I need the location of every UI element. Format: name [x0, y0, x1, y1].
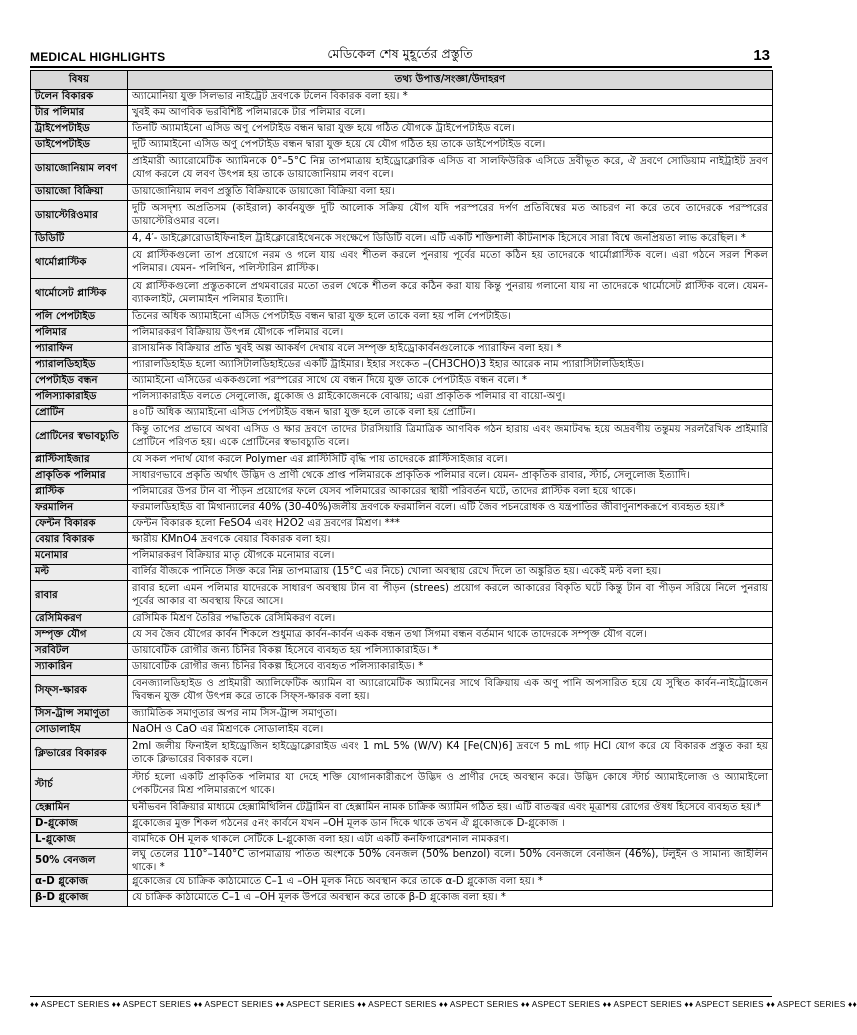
term-cell: β-D গ্লুকোজ	[31, 891, 128, 907]
definition-cell: পলিমারের উপর টান বা পীড়ন প্রয়োগের ফলে যেসব পলিমারের আকারের স্থায়ী পরিবর্তন ঘটে, তাদের প্লাস্টিক বলা হয়ে থাকে।	[128, 485, 773, 501]
term-cell: ফরমালিন	[31, 501, 128, 517]
table-row	[31, 248, 773, 279]
definition-cell: পলিস্যাকারাইড বলতে সেলুলোজ, গ্লুকোজ ও গ্লাইকোজেনকে বোঝায়; এরা প্রাকৃতিক পলিমার বা বায়ো-অণু।	[128, 390, 773, 406]
term-cell: রাবার	[31, 581, 128, 612]
table-row	[31, 628, 773, 644]
term-cell: প্লাস্টিসাইজার	[31, 453, 128, 469]
definition-cell: অ্যামাইনো এসিডের এককগুলো পরস্পরের সাথে যে বন্ধন দিয়ে যুক্ত তাকে পেপটাইড বন্ধন বলে। *	[128, 374, 773, 390]
table-row	[31, 469, 773, 485]
term-cell: ডায়াজোনিয়াম লবণ	[31, 154, 128, 185]
table-row	[31, 849, 773, 875]
definition-cell: যে প্লাস্টিকগুলো প্রস্তুতকালে প্রথমবারের মতো তরল থেকে শীতল করে কঠিন করা যায় কিন্তু পুনরায় গলানো যায় না তাদেরকে থার্মোসেট প্লাস্টিক বলে। যেমন- ব্যাকলাইট, মেলামাইন পলিমার ইত্যাদি।	[128, 279, 773, 310]
term-cell: মল্ট	[31, 565, 128, 581]
definition-cell: দুটি অ্যামাইনো এসিড অণু পেপটাইড বন্ধন দ্বারা যুক্ত হয়ে যে যৌগ গঠিত হয় তাকে ডাইপেপটাইড বলে।	[128, 138, 773, 154]
definition-cell: যে সব জৈব যৌগের কার্বন শিকলে শুধুমাত্র কার্বন-কার্বন একক বন্ধন তথা সিগমা বন্ধন বর্তমান থাকে তাদেরকে সম্পৃক্ত যৌগ বলে।	[128, 628, 773, 644]
table-row	[31, 817, 773, 833]
table-row	[31, 485, 773, 501]
term-cell: সিস-ট্রান্স সমাণুতা	[31, 707, 128, 723]
definition-cell: প্রাইমারী অ্যারোমেটিক অ্যামিনকে 0°–5°C নিম্ন তাপমাত্রায় হাইড্রোক্লোরিক এসিড বা সালফিউরিক এসিডে দ্রবীভূত করে, ঐ দ্রবণে সোডিয়াম নাইট্রাইট দ্রবণ যোগ করলে যে লবণ উৎপন্ন হয় তাকে ডায়াজোনিয়াম লবণ বলে।	[128, 154, 773, 185]
term-cell: প্যারালডিহাইড	[31, 358, 128, 374]
glossary-table	[30, 70, 773, 907]
term-cell: ক্লিভারের বিকারক	[31, 739, 128, 770]
table-row	[31, 660, 773, 676]
definition-cell: সাধারণভাবে প্রকৃতি অর্থাৎ উদ্ভিদ ও প্রাণী থেকে প্রাপ্ত পলিমারকে প্রাকৃতিক পলিমার বলে। যেমন- প্রাকৃতিক রাবার, স্টার্চ, সেলুলোজ ইত্যাদি।	[128, 469, 773, 485]
term-cell: থার্মোসেট প্লাস্টিক	[31, 279, 128, 310]
definition-cell: ফরমালডিহাইড বা মিথান্যালের 40% (30-40%)জলীয় দ্রবণকে ফরমালিন বলে। এটি জৈব পচনরোধক ও যন্ত্রপাতির জীবাণুনাশকরূপে ব্যবহৃত হয়।*	[128, 501, 773, 517]
definition-cell: প্যারালডিহাইড হলো অ্যাসিটালডিহাইডের একটি ট্রাইমার। ইহার সংকেত –(CH3CHO)3 ইহার আরেক নাম প্যারাসিটালডিহাইড।	[128, 358, 773, 374]
table-row	[31, 201, 773, 232]
term-cell: পলিমার	[31, 326, 128, 342]
table-row	[31, 90, 773, 106]
term-cell: প্লাস্টিক	[31, 485, 128, 501]
table-row	[31, 279, 773, 310]
table-row	[31, 310, 773, 326]
term-cell: পলিস্যাকারাইড	[31, 390, 128, 406]
term-cell: মনোমার	[31, 549, 128, 565]
definition-cell: বামদিকে OH মূলক থাকলে সেটিকে L-গ্লুকোজ বলা হয়। এটা একটি কনফিগারেশনাল নামকরণ।	[128, 833, 773, 849]
definition-cell: লঘু তেলের 110°–140°C তাপমাত্রায় পতিত অংশকে 50% বেনজল (50% benzol) বলে। 50% বেনজলে বেনজিন (46%), টলুইন ও সামান্য জাইলিন থাকে। *	[128, 849, 773, 875]
column-header-topic: বিষয়	[31, 71, 128, 90]
definition-cell: রাসায়নিক বিক্রিয়ার প্রতি খুবই অল্প আকর্ষণ দেখায় বলে সম্পৃক্ত হাইড্রোকার্বনগুলোকে প্যারাফিন বলা হয়। *	[128, 342, 773, 358]
definition-cell: 2ml জলীয় ফিনাইল হাইড্রোজিন হাইড্রোক্লোরাইড এবং 1 mL 5% (W/V) K4 [Fe(CN)6] দ্রবণে 5 mL গাঢ় HCl যোগ করে যে বিকারক প্রস্তুত করা হয় তাকে ক্লিভারের বিকারক বলে।	[128, 739, 773, 770]
term-cell: হেক্সামিন	[31, 801, 128, 817]
definition-cell: ৪০টি অধিক অ্যামাইনো এসিড পেপটাইড বন্ধন দ্বারা যুক্ত হলে তাকে বলা হয় প্রোটিন।	[128, 406, 773, 422]
table-row	[31, 739, 773, 770]
definition-cell: স্টার্চ হলো একটি প্রাকৃতিক পলিমার যা দেহে শক্তি যোগানকারীরূপে উদ্ভিদ ও প্রাণীর দেহে অবস্থান করে। উদ্ভিদ কোষে স্টার্চ অ্যামাইলোজ ও অ্যামাইলো পেকটিনের মিশ্র পলিমাররূপে থাকে।	[128, 770, 773, 801]
table-body	[31, 90, 773, 907]
definition-cell: রাবার হলো এমন পলিমার যাদেরকে সাধারণ অবস্থায় টান বা পীড়ন (strees) প্রয়োগ করলে আকারের বিকৃতি ঘটে কিন্তু টান বা পীড়ন সরিয়ে নিলে পুনরায় পূর্বের আকার বা অবস্থায় ফিরে আসে।	[128, 581, 773, 612]
definition-cell: NaOH ও CaO এর মিশ্রণকে সোডালাইম বলে।	[128, 723, 773, 739]
table-row	[31, 891, 773, 907]
term-cell: ডাইপেপটাইড	[31, 138, 128, 154]
term-cell: প্যারাফিন	[31, 342, 128, 358]
table-row	[31, 154, 773, 185]
definition-cell: গ্লুকোজের যে চাক্রিক কাঠামোতে C–1 এ –OH মূলক নিচে অবস্থান করে তাকে α-D গ্লুকোজ বলা হয়। *	[128, 875, 773, 891]
page-footer: ♦♦ ASPECT SERIES ♦♦ ASPECT SERIES ♦♦ ASPECT SERIES ♦♦ ASPECT SERIES ♦♦ ASPECT SERIES ♦♦ ASPECT SERIES ♦♦ ASPECT SERIES ♦♦ ASPECT SERIES ♦♦ ASPECT SERIES ♦♦ ASPECT SERIES ♦♦	[30, 996, 772, 1013]
definition-cell: ডায়াজোনিয়াম লবণ প্রস্তুতি বিক্রিয়াকে ডায়াজো বিক্রিয়া বলা হয়।	[128, 185, 773, 201]
term-cell: প্রোটিনের স্বভাবচ্যুতি	[31, 422, 128, 453]
term-cell: ডিডিটি	[31, 232, 128, 248]
table-row	[31, 138, 773, 154]
definition-cell: ডায়াবেটিক রোগীর জন্য চিনির বিকল্প হিসেবে ব্যবহৃত হয় পলিস্যাকারাইড। *	[128, 644, 773, 660]
term-cell: D-গ্লুকোজ	[31, 817, 128, 833]
term-cell: বেয়ার বিকারক	[31, 533, 128, 549]
definition-cell: পলিমারকরণ বিক্রিয়ায় উৎপন্ন যৌগকে পলিমার বলে।	[128, 326, 773, 342]
table-row	[31, 517, 773, 533]
term-cell: L-গ্লুকোজ	[31, 833, 128, 849]
table-row	[31, 358, 773, 374]
column-header-info: তথ্য উপাত্ত/সংজ্ঞা/উদাহরণ	[128, 71, 773, 90]
table-row	[31, 723, 773, 739]
table-row	[31, 549, 773, 565]
definition-cell: বার্লির বীজকে পানিতে সিক্ত করে নিম্ন তাপমাত্রায় (15°C এর নিচে) খোলা অবস্থায় রেখে দিলে তা অঙ্কুরিত হয়। একেই মল্ট বলা হয়।	[128, 565, 773, 581]
definition-cell: তিনের অধিক অ্যামাইনো এসিড পেপটাইড বন্ধন দ্বারা যুক্ত হলে তাকে বলা হয় পলি পেপটাইড।	[128, 310, 773, 326]
term-cell: ডায়াজো বিক্রিয়া	[31, 185, 128, 201]
table-row	[31, 374, 773, 390]
term-cell: পলি পেপটাইড	[31, 310, 128, 326]
definition-cell: 4, 4′- ডাইক্লোরোডাইফিনাইল ট্রাইক্লোরোইথেনকে সংক্ষেপে ডিডিটি বলে। এটি একটি শক্তিশালী কীটনাশক হিসেবে সারা বিশ্বে জনপ্রিয়তা লাভ করেছিল। *	[128, 232, 773, 248]
table-row	[31, 565, 773, 581]
table-row	[31, 106, 773, 122]
table-row	[31, 533, 773, 549]
definition-cell: খুবই কম আণবিক ভরবিশিষ্ট পলিমারকে টার পলিমার বলে।	[128, 106, 773, 122]
definition-cell: তিনটি অ্যামাইনো এসিড অণু পেপটাইড বন্ধন দ্বারা যুক্ত হয়ে গঠিত যৌগকে ট্রাইপেপটাইড বলে।	[128, 122, 773, 138]
definition-cell: ঘনীভবন বিক্রিয়ার মাধ্যমে হেক্সামিথিলিন টেট্রামিন বা হেক্সামিন নামক চাক্রিক অ্যামিন গঠিত হয়। এটি বাতজ্বর এবং মূত্রাশয় রোগের ঔষধ হিসেবে ব্যবহৃত হয়।*	[128, 801, 773, 817]
definition-cell: কিন্তু তাপের প্রভাবে অথবা এসিড ও ক্ষার দ্রবণে তাদের টারসিয়ারি ত্রিমাত্রিক আণবিক গঠন হারায় এবং জমাটবদ্ধ হয়ে অদ্রবণীয় তন্তুময় সরলরৈখিক প্রাইমারি প্রোটিনে পরিণত হয়। একে প্রোটিনের স্বভাবচ্যুতি বলে।	[128, 422, 773, 453]
term-cell: সোডালাইম	[31, 723, 128, 739]
term-cell: সিফ্স-ক্ষারক	[31, 676, 128, 707]
table-row	[31, 676, 773, 707]
table-row	[31, 232, 773, 248]
definition-cell: গ্লুকোজের মুক্ত শিকল গঠনের ৫নং কার্বনে যখন –OH মূলক ডান দিকে থাকে তখন ঐ গ্লুকোজকে D-গ্লুকোজ ।	[128, 817, 773, 833]
term-cell: পেপটাইড বন্ধন	[31, 374, 128, 390]
term-cell: থার্মোপ্লাস্টিক	[31, 248, 128, 279]
table-row	[31, 406, 773, 422]
table-row	[31, 707, 773, 723]
term-cell: টার পলিমার	[31, 106, 128, 122]
table-row	[31, 612, 773, 628]
term-cell: টলেন বিকারক	[31, 90, 128, 106]
definition-cell: যে চাক্রিক কাঠামোতে C–1 এ –OH মূলক উপরে অবস্থান করে তাকে β-D গ্লুকোজ বলা হয়। *	[128, 891, 773, 907]
table-header-row	[31, 71, 773, 90]
term-cell: ডায়াস্টেরিওমার	[31, 201, 128, 232]
term-cell: ফেন্টন বিকারক	[31, 517, 128, 533]
term-cell: α-D গ্লুকোজ	[31, 875, 128, 891]
term-cell: প্রোটিন	[31, 406, 128, 422]
definition-cell: বেনজ্যালডিহাইড ও প্রাইমারী অ্যালিফেটিক অ্যামিন বা অ্যারোমেটিক অ্যামিনের সাথে বিক্রিয়ায় এক অণু পানি অপসারিত হয়ে যে সুস্থিত কার্বন-নাইট্রোজেন দ্বিবন্ধন যুক্ত যৌগ উৎপন্ন করে তাকে সিফ্স-ক্ষারক বলা হয়।	[128, 676, 773, 707]
definition-cell: ক্ষারীয় KMnO4 দ্রবণকে বেয়ার বিকারক বলা হয়।	[128, 533, 773, 549]
page-header	[30, 44, 772, 66]
table-row	[31, 326, 773, 342]
definition-cell: ফেন্টন বিকারক হলো FeSO4 এবং H2O2 এর দ্রবণের মিশ্রণ। ***	[128, 517, 773, 533]
table-row	[31, 770, 773, 801]
table-row	[31, 185, 773, 201]
header-divider	[30, 66, 772, 68]
term-cell: রেসিমিকরণ	[31, 612, 128, 628]
term-cell: 50% বেনজল	[31, 849, 128, 875]
term-cell: ট্রাইপেপটাইড	[31, 122, 128, 138]
page-subtitle: মেডিকেল শেষ মুহূর্তের প্রস্তুতি	[327, 46, 473, 61]
definition-cell: যে প্লাস্টিকগুলো তাপ প্রয়োগে নরম ও গলে যায় এবং শীতল করলে পুনরায় পূর্বের মতো কঠিন হয় তাদেরকে থার্মোপ্লাস্টিক বলে। এরা গঠনে সরল শিকল পলিমার। যেমন- পলিথিন, পলিস্টারিন প্লাস্টিক।	[128, 248, 773, 279]
table-row	[31, 390, 773, 406]
definition-cell: পলিমারকরণ বিক্রিয়ার মাতৃ যৌগকে মনোমার বলে।	[128, 549, 773, 565]
table-row	[31, 833, 773, 849]
term-cell: সরবিটল	[31, 644, 128, 660]
definition-cell: ডায়াবেটিক রোগীর জন্য চিনির বিকল্প হিসেবে ব্যবহৃত পলিস্যাকারাইড। *	[128, 660, 773, 676]
definition-cell: অ্যামোনিয়া যুক্ত সিলভার নাইট্রেট দ্রবণকে টলেন বিকারক বলা হয়। *	[128, 90, 773, 106]
table-row	[31, 122, 773, 138]
term-cell: প্রাকৃতিক পলিমার	[31, 469, 128, 485]
table-row	[31, 453, 773, 469]
page-number: 13	[753, 47, 770, 64]
definition-cell: যে সকল পদার্থ যোগ করলে Polymer এর প্লাস্টিসিটি বৃদ্ধি পায় তাদেরকে প্লাস্টিসাইজার বলে।	[128, 453, 773, 469]
definition-cell: রেসিমিক মিশ্রণ তৈরির পদ্ধতিকে রেসিমিকরণ বলে।	[128, 612, 773, 628]
term-cell: স্যাকারিন	[31, 660, 128, 676]
table-row	[31, 342, 773, 358]
definition-cell: জ্যামিতিক সমাণুতার অপর নাম সিস-ট্রান্স সমাণুতা।	[128, 707, 773, 723]
table-row	[31, 875, 773, 891]
table-row	[31, 644, 773, 660]
table-row	[31, 501, 773, 517]
term-cell: স্টার্চ	[31, 770, 128, 801]
table-row	[31, 581, 773, 612]
table-row	[31, 801, 773, 817]
book-title: MEDICAL HIGHLIGHTS	[30, 50, 166, 64]
table-row	[31, 422, 773, 453]
term-cell: সম্পৃক্ত যৌগ	[31, 628, 128, 644]
definition-cell: দুটি অসদৃশ্য অপ্রতিসম (কাইরাল) কার্বনযুক্ত দুটি আলোক সক্রিয় যৌগ যদি পরস্পরের দর্পণ প্রতিবিম্বের মত আচরণ না করে তবে তাদেরকে পরস্পরের ডায়াস্টেরিওমার বলে।	[128, 201, 773, 232]
